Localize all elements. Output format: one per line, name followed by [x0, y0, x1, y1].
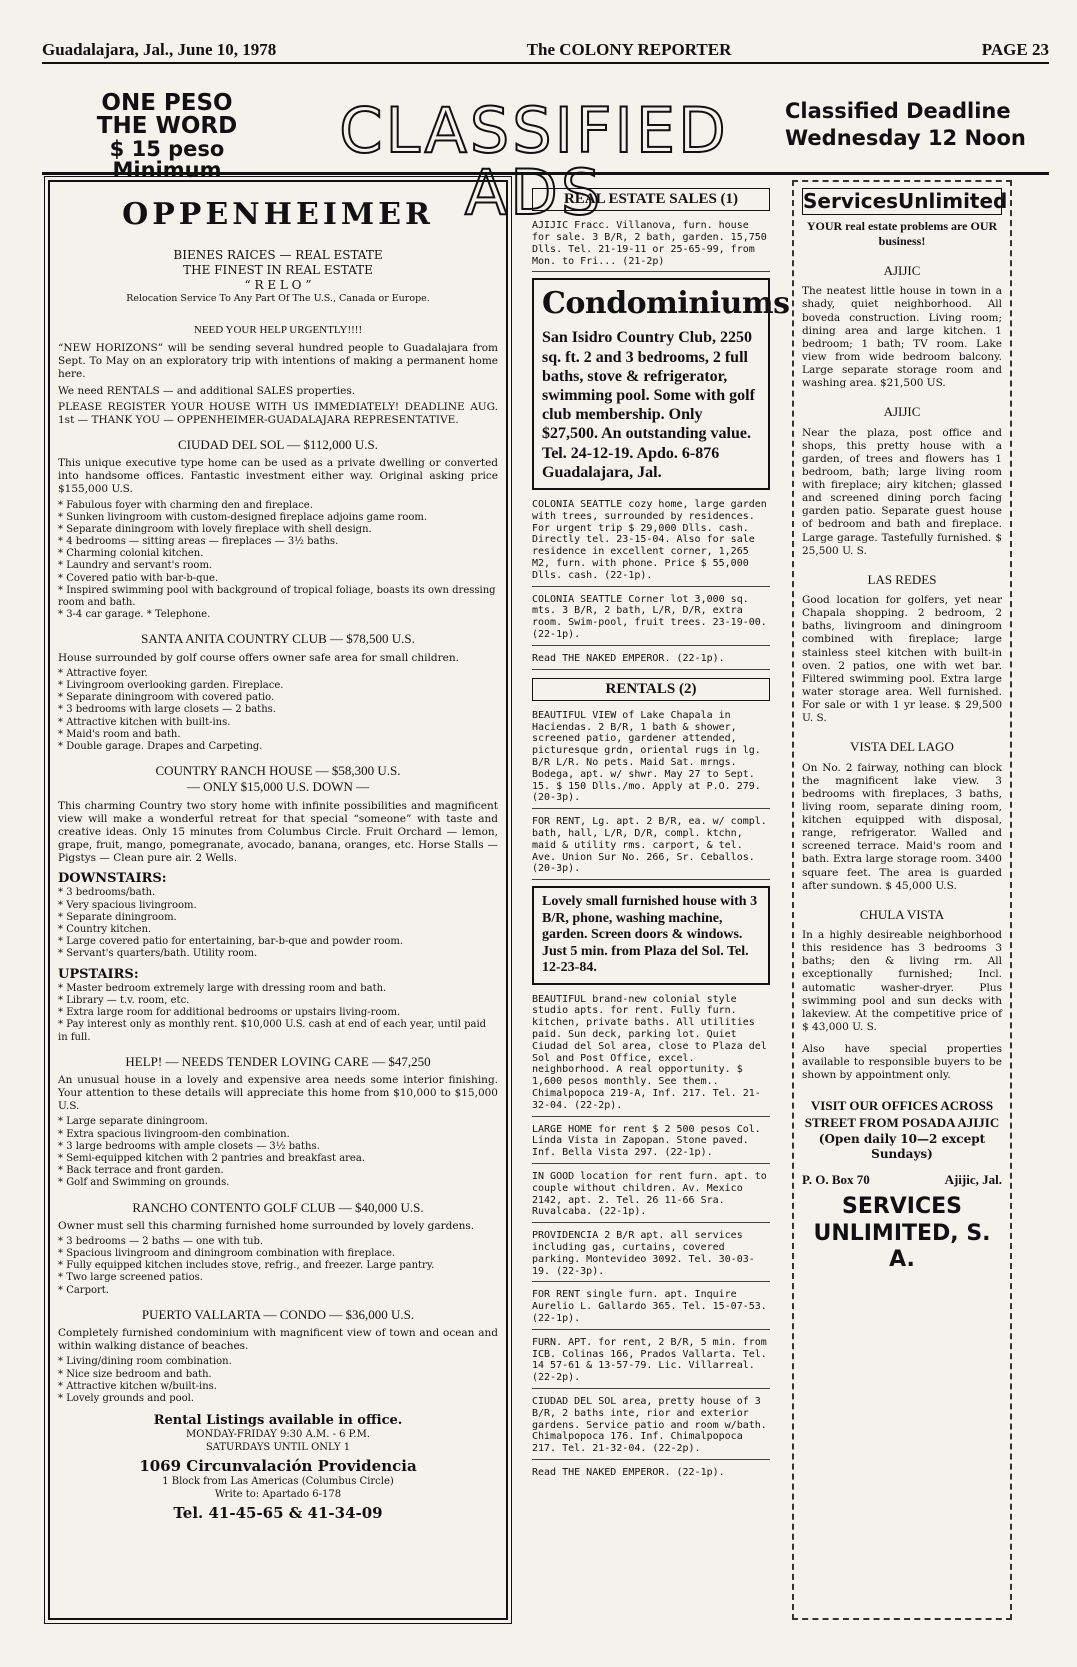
rancho-text: Owner must sell this charming furnished home surrounded by lovely gardens. [58, 1219, 475, 1232]
classified-ad: IN GOOD location for rent furn. apt. to couple without children. Av. Mexico 2142, apt. 2. Tel. 26 11-66 Sra. Ruvalcaba. (22-1p). [532, 1168, 770, 1223]
list-item: * Large covered patio for entertaining, bar-b-que and powder room. [58, 936, 498, 948]
sales-heading: REAL ESTATE SALES (1) [532, 188, 770, 211]
pv-list [58, 1356, 498, 1405]
sol-heading: CIUDAD DEL SOL — $112,000 U.S. [177, 436, 379, 452]
list-item: * Master bedroom extremely large with dressing room and bath. [58, 983, 498, 995]
services-unlimited-ad [792, 180, 1012, 1620]
town: Ajijic, Jal. [944, 1172, 1002, 1188]
list-item: * Attractive kitchen w/built-ins. [58, 1381, 498, 1393]
page-number: PAGE 23 [981, 40, 1049, 59]
help-text: An unusual house in a lovely and expensive area needs some interior finishing. Your attention to these details will appreciate this home from $10,000 to $15,000 U.S. [58, 1074, 498, 1113]
redes-text: Good location for golfers, yet near Chapala shopping. 2 bedroom, 2 baths, livingroom and diningroom combined with fireplace; large stainless steel kitchen with built-in oven. 2 patios, one with wet bar. Filtered swimming pool. Extra large water storage area. Well furnished. For sale or with 1 yr lease. $ 29,500 U. S. [802, 594, 1002, 725]
list-item: * Carport. [58, 1285, 498, 1297]
list-item: * Lovely grounds and pool. [58, 1393, 498, 1405]
sol-list [58, 500, 498, 622]
list-item: * Sunken livingroom with custom-designed fireplace adjoins game room. [58, 512, 498, 524]
services-title: ServicesUnlimited [803, 189, 1008, 213]
classified-ad: COLONIA SEATTLE Corner lot 3,000 sq. mts. 3 B/R, 2 bath, L/R, D/R, extra room. Swim-pool, fruit trees. 23-19-00. (22-1p). [532, 591, 770, 646]
classified-ad: FOR RENT single furn. apt. Inquire Aurelio L. Gallardo 365. Tel. 15-07-53. (22-1p). [532, 1286, 770, 1329]
rancho-heading: RANCHO CONTENTO GOLF CLUB — $40,000 U.S. [132, 1199, 424, 1215]
firm-sub2: THE FINEST IN REAL ESTATE [183, 262, 373, 277]
rentals-heading: RENTALS (2) [532, 678, 770, 701]
header-rule [42, 172, 1049, 175]
list-item: * Maid's room and bath. [58, 729, 498, 741]
condo-text: San Isidro Country Club, 2250 sq. ft. 2 and 3 bedrooms, 2 full baths, stove & refrigerator, swimming pool. Some with golf club membership. Only $27,500. An outstanding value. Tel. 24-12-19. Apdo. 6-876 Guadalajara, Jal. [542, 329, 755, 481]
write-to: Write to: Apartado 6-178 [214, 1488, 342, 1500]
need-p2: We need RENTALS — and additional SALES properties. [58, 384, 356, 397]
ranch-heading: COUNTRY RANCH HOUSE — $58,300 U.S. [155, 763, 401, 779]
list-item: * Spacious livingroom and diningroom combination with fireplace. [58, 1248, 498, 1260]
classified-ad: AJIJIC Fracc. Villanova, furn. house for sale. 3 B/R, 2 bath, garden. 15,750 Dlls. Tel. 21-19-11 or 25-65-99, from Mon. to Fri... (21-2p) [532, 217, 770, 272]
masthead [42, 40, 1049, 64]
list-item: * Attractive kitchen with built-ins. [58, 717, 498, 729]
classified-ad: FURN. APT. for rent, 2 B/R, 5 min. from ICB. Colinas 166, Prados Vallarta. Tel. 14 57-61 & 13-57-79. Lic. Villarreal. (22-2p). [532, 1334, 770, 1389]
list-item: * Pay interest only as monthly rent. $10,000 U.S. cash at end of each year, until paid in full. [58, 1019, 498, 1043]
downstairs-label: DOWNSTAIRS: [58, 871, 167, 887]
chula-text: In a highly desireable neighborhood this residence has 3 bedrooms 3 baths; den & living rm. All exceptionally furnished; Incl. automatic washer-dryer. Plus swimming pool and sun decks with lakeview. At the competitive price of $ 43,000 U. S. [802, 929, 1002, 1033]
ajijic1-text: The neatest little house in town in a shady, quiet neighborhood. All boveda construction. Living room; dining area and large kitchen. 1 bedroom; 1 bath; TV room. Lake view from wide bedroom balcony. Large separate storage room and washing area. $21,500 US. [802, 285, 1002, 390]
price-box [52, 92, 282, 182]
list-item: * Laundry and servant's room. [58, 560, 498, 572]
deadline-line2: Wednesday 12 Noon [785, 126, 1026, 151]
issue-date: Guadalajara, Jal., June 10, 1978 [42, 40, 277, 59]
anita-text: House surrounded by golf course offers owner safe area for small children. [58, 651, 459, 664]
phone-numbers: Tel. 41-45-65 & 41-34-09 [173, 1504, 383, 1523]
hours-weekday: MONDAY-FRIDAY 9:30 A.M. - 6 P.M. [186, 1429, 370, 1441]
vista-text: On No. 2 fairway, nothing can block the magnificent lake view. 3 bedrooms with fireplaces, 3 baths, living room, separate dining room, kitchen equipped with disposal, range, refrigerator. Walled and screened terrace. Maid's room and bath. Extra large storage room. 3400 square feet. The area is guarded after sundown. $ 45,000 U.S. [802, 761, 1002, 892]
company-name: SERVICES UNLIMITED, S. A. [813, 1194, 991, 1273]
po-box-row [802, 1172, 1002, 1188]
list-item: * Attractive foyer. [58, 668, 498, 680]
classified-ad: BEAUTIFUL brand-new colonial style studio apts. for rent. Fully furn. kitchen, private baths. All utilities paid. Sun deck, parking lot. Quiet Ciudad del Sol area, close to Plaza del Sol and Post Office, excel. neighborhood. A real opportunity. $ 1,600 pesos monthly. See them.. Chimalpopoca 219-A, Inf. 217. Tel. 21-32-04. (22-2p). [532, 991, 770, 1117]
open-hours: (Open daily 10—2 except Sundays) [818, 1132, 986, 1162]
classified-ad: COLONIA SEATTLE cozy home, large garden with trees, surrounded by residences. For urgent trip $ 29,000 Dlls. cash. Directly tel. 23-15-04. Also for sale residence in excellent corner, 1,265 M2, furn. with phone. Price $ 55,000 Dlls. cash. (22-1p). [532, 496, 770, 587]
ajijic1-heading: AJIJIC [883, 263, 921, 278]
list-item: * Back terrace and front garden. [58, 1165, 498, 1177]
list-item: * Country kitchen. [58, 924, 498, 936]
pv-text: Completely furnished condominium with magnificent view of town and ocean and within walking distance of beaches. [58, 1327, 498, 1353]
ajijic2-heading: AJIJIC [883, 404, 921, 420]
upstairs-list [58, 983, 498, 1044]
help-heading: HELP! — NEEDS TENDER LOVING CARE — $47,250 [125, 1053, 431, 1069]
list-item: * Golf and Swimming on grounds. [58, 1177, 498, 1189]
deadline-line1: Classified Deadline [785, 99, 1011, 123]
sol-text: This unique executive type home can be used as a private dwelling or converted into handsome offices. Fantastic investment either way. Original asking price $155,000 U.S. [58, 457, 498, 496]
price-line1: ONE PESO [101, 90, 233, 116]
anita-heading: SANTA ANITA COUNTRY CLUB — $78,500 U.S. [141, 631, 415, 647]
address-note: 1 Block from Las Americas (Columbus Circle) [162, 1476, 394, 1488]
condo-title: Condominiums [542, 286, 790, 322]
hours-saturday: SATURDAYS UNTIL ONLY 1 [205, 1441, 351, 1453]
classified-ad: Read THE NAKED EMPEROR. (22-1p). [532, 1466, 725, 1478]
list-item: * Extra large room for additional bedrooms or upstairs living-room. [58, 1007, 498, 1019]
list-item: * Covered patio with bar-b-que. [58, 573, 498, 585]
listings-column [532, 180, 790, 1487]
rental-listings: Rental Listings available in office. [153, 1413, 403, 1429]
firm-sub1: BIENES RAICES — REAL ESTATE [173, 247, 383, 262]
list-item: * Servant's quarters/bath. Utility room. [58, 948, 498, 960]
classified-ad: CIUDAD DEL SOL area, pretty house of 3 B/R, 2 baths inte, rior and exterior gardens. Service patio and room w/bath. Chimalpopoca 176. Inf. Chimalpopoca 217. Tel. 21-32-04. (22-2p). [532, 1393, 770, 1460]
list-item: * Nice size bedroom and bath. [58, 1369, 498, 1381]
list-item: * Charming colonial kitchen. [58, 548, 498, 560]
need-p3: PLEASE REGISTER YOUR HOUSE WITH US IMMEDIATELY! DEADLINE AUG. 1st — THANK YOU — OPPENHEIMER-GUADALAJARA REPRESENTATIVE. [58, 400, 498, 426]
downstairs-list [58, 887, 498, 960]
list-item: * Separate diningroom. [58, 912, 498, 924]
help-list [58, 1116, 498, 1189]
need-heading: NEED YOUR HELP URGENTLY!!!! [193, 324, 363, 337]
classified-ad: FOR RENT, Lg. apt. 2 B/R, ea. w/ compl. bath, hall, L/R, D/R, compl. ktchn, maid & utility rms. carport, & tel. Ave. Union Sur No. 266, Sr. Ceballos. (20-3p). [532, 813, 770, 880]
classified-ad: LARGE HOME for rent $ 2 500 pesos Col. Linda Vista in Zapopan. Stone paved. Inf. Bella Vista 297. (22-1p). [532, 1121, 770, 1164]
vista-heading: VISTA DEL LAGO [850, 739, 954, 755]
list-item: * Library — t.v. room, etc. [58, 995, 498, 1007]
list-item: * Fully equipped kitchen includes stove, refrig., and freezer. Large pantry. [58, 1260, 498, 1272]
po-box: P. O. Box 70 [802, 1172, 870, 1188]
price-line2: THE WORD [96, 113, 238, 140]
list-item: * Two large screened patios. [58, 1272, 498, 1284]
classified-ad: PROVIDENCIA 2 B/R apt. all services including gas, curtains, covered parking. Montevideo 3092. Tel. 30-03-19. (22-3p). [532, 1227, 770, 1282]
classified-banner: CLASSIFIED ADS [339, 94, 729, 229]
upstairs-label: UPSTAIRS: [58, 966, 139, 982]
list-item: * 3 large bedrooms with ample closets — 3½ baths. [58, 1141, 498, 1153]
list-item: * Double garage. Drapes and Carpeting. [58, 741, 498, 753]
list-item: * 3 bedrooms/bath. [58, 887, 498, 899]
classified-ad: Read THE NAKED EMPEROR. (22-1p). [532, 650, 770, 670]
ranch-heading2: — ONLY $15,000 U.S. DOWN — [186, 779, 370, 795]
list-item: * Fabulous foyer with charming den and fireplace. [58, 500, 498, 512]
deadline-box [785, 98, 1050, 153]
visit-offices: VISIT OUR OFFICES ACROSS STREET FROM POSADA AJIJIC [804, 1098, 1000, 1131]
price-line3: $ 15 peso Minimum [109, 136, 225, 183]
list-item: * 3-4 car garage. * Telephone. [58, 609, 498, 621]
newspaper-name: The COLONY REPORTER [526, 40, 732, 59]
list-item: * Semi-equipped kitchen with 2 pantries and breakfast area. [58, 1153, 498, 1165]
special-properties: Also have special properties available to responsible buyers to be shown by appointment only. [802, 1043, 1002, 1082]
list-item: * Separate diningroom with lovely fireplace with shell design. [58, 524, 498, 536]
firm-name: OPPENHEIMER [122, 197, 434, 232]
list-item: * Large separate diningroom. [58, 1116, 498, 1128]
classified-ad: BEAUTIFUL VIEW of Lake Chapala in Haciendas. 2 B/R, 1 bath & shower, screened patio, gardener attended, picturesque grdn, oriental rugs in lg. B/R L/R. No pets. Maid Sat. mrngs. Bodega, apt. w/ shwr. May 27 to Sept. 15. $ 150 Dlls./mo. Apply at P.O. 279. (20-3p). [532, 707, 770, 809]
pv-heading: PUERTO VALLARTA — CONDO — $36,000 U.S. [141, 1306, 415, 1322]
oppenheimer-ad [48, 180, 508, 1620]
list-item: * 3 bedrooms — 2 baths — one with tub. [58, 1236, 498, 1248]
need-p1: “NEW HORIZONS” will be sending several hundred people to Guadalajara from Sept. To May on an exploratory trip with intentions of making a permanent home here. [58, 342, 498, 381]
ajijic2-text: Near the plaza, post office and shops, this pretty house with a garden, of trees and flowers has 1 bedroom, bath; large living room with fireplace; airy kitchen; glassed and screened dining porch facing garden patio. Separate guest house of bedroom and bath and fireplace. Large garage. Tastefully furnished. $ 25,500 U. S. [802, 426, 1002, 557]
lovely-house-ad: Lovely small furnished house with 3 B/R, phone, washing machine, garden. Screen doors & windows. Just 5 min. from Plaza del Sol. Tel. 12-23-84. [532, 886, 770, 985]
relo-text: Relocation Service To Any Part Of The U.S., Canada or Europe. [126, 292, 430, 304]
redes-heading: LAS REDES [867, 571, 937, 587]
ranch-text: This charming Country two story home with infinite possibilities and magnificent view will make a wonderful retreat for that special “someone” with taste and creative ideas. Only 15 minutes from Columbus Circle. Fruit Orchard — lemon, grape, fruit, mango, pomegranate, avocado, banana, oranges, etc. Horse Stalls — Pigstys — Clean pure air. 2 Wells. [58, 799, 498, 865]
list-item: * 4 bedrooms — sitting areas — fireplaces — 3½ baths. [58, 536, 498, 548]
list-item: * Livingroom overlooking garden. Fireplace. [58, 680, 498, 692]
services-tagline: YOUR real estate problems are OUR business! [806, 219, 998, 248]
list-item: * Inspired swimming pool with background of tropical foliage, boasts its own dressing room and bath. [58, 585, 498, 609]
condominiums-ad [532, 278, 790, 490]
list-item: * Separate diningroom with covered patio. [58, 692, 498, 704]
anita-list [58, 668, 498, 753]
office-address: 1069 Circunvalación Providencia [139, 1457, 417, 1476]
chula-heading: CHULA VISTA [859, 906, 945, 922]
rancho-list [58, 1236, 498, 1297]
list-item: * Living/dining room combination. [58, 1356, 498, 1368]
relo-title: “ R E L O ” [244, 277, 312, 292]
list-item: * Extra spacious livingroom-den combination. [58, 1129, 498, 1141]
list-item: * Very spacious livingroom. [58, 900, 498, 912]
list-item: * 3 bedrooms with large closets — 2 baths. [58, 704, 498, 716]
